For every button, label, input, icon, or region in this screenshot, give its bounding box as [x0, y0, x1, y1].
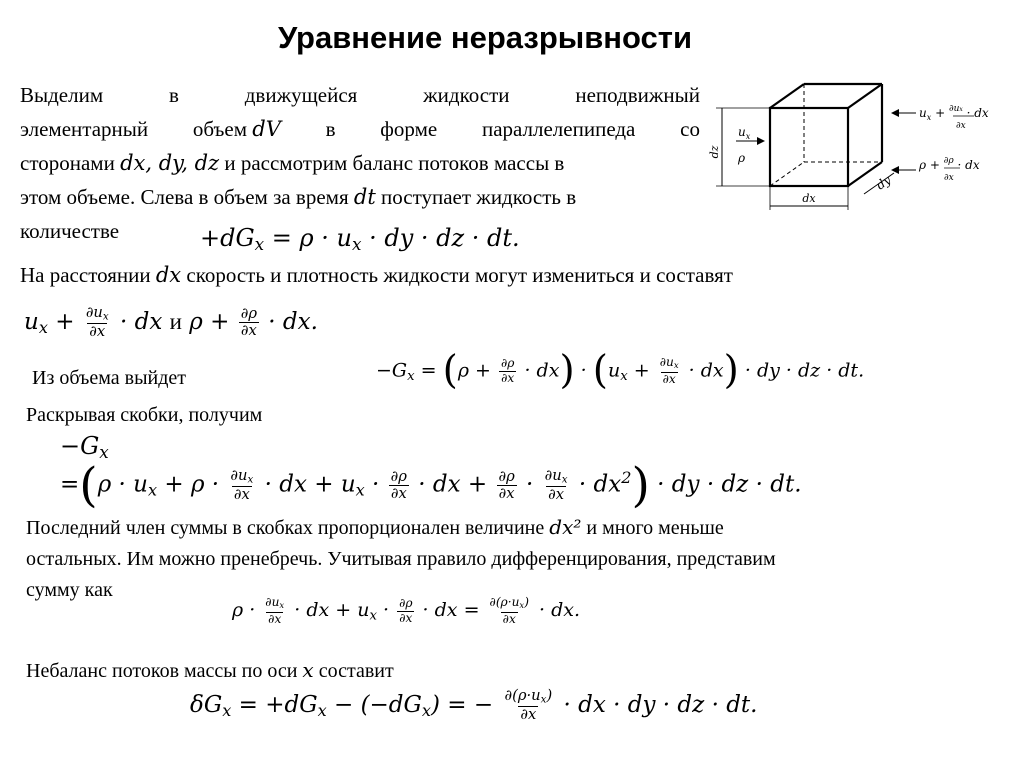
intro-word: со [680, 117, 700, 141]
intro-word: в [325, 117, 336, 141]
derivative-rule-equation: ρ · $\frac{\partial u_x}{\partial x}$ · dx + $u_x$ · $\frac{\partial\rho}{\partial x}$ · dx = $\frac{\partial(\rho\cdot u_x)}{\partial x}$ · dx. [232, 595, 580, 626]
intro-word: объем dV [192, 117, 281, 141]
intro-word: в [168, 83, 179, 107]
outflow-velocity-label: $u_x + ^{\partial u}x$ · dx [919, 104, 989, 122]
intro-line-2 [20, 112, 700, 146]
dz-label: dz [708, 145, 721, 159]
inflow-density-label: ρ [738, 151, 746, 165]
intro-word: жидкости [423, 83, 510, 107]
changed-values-equation: $u_x$ + $\frac{\partial u_x}{\partial x}$ · dx и ρ + $\frac{\partial\rho}{\partial x}$ · dx. [24, 304, 318, 341]
neglect-line-3: сумму как [26, 579, 113, 601]
expanded-lhs: $-G_x$ [60, 432, 109, 463]
neglect-paragraph [26, 512, 1016, 606]
imbalance-line: Небаланс потоков массы по оси x составит [26, 658, 394, 682]
distance-line: На расстоянии dx скорость и плотность жидкости могут измениться и составят [20, 263, 733, 287]
intro-word: элементарный [20, 117, 149, 141]
intro-word: движущейся [244, 83, 358, 107]
inflow-velocity-label: $u_x$ [738, 125, 751, 141]
outflow-density-label: ρ + $^{\partial\rho}$ · dx [919, 156, 980, 172]
intro-word: параллелепипеда [481, 117, 636, 141]
cube-front-face [770, 108, 848, 186]
intro-word: Выделим [20, 83, 104, 107]
dx-label: dx [802, 192, 816, 205]
page-title: Уравнение неразрывности [277, 20, 693, 55]
neglect-line-2: остальных. Им можно пренебречь. Учитывая правило дифференцирования, представим [26, 548, 776, 570]
intro-paragraph [20, 78, 700, 248]
expand-label: Раскрывая скобки, получим [26, 404, 263, 426]
intro-word: неподвижный [575, 83, 700, 107]
outflow-equation: $-G_x = (\rho$ + $\frac{\partial\rho}{\partial x}$ · $dx) \cdot (u_x$ + $\frac{\partial u_x}{\partial x}$ · dx) · dy · dz · dt. [376, 348, 865, 393]
cube-edge [848, 84, 882, 108]
inflow-equation: $+dG_x = \rho \cdot u_x$ · dy · dz · dt. [200, 224, 520, 255]
intro-line-5: количестве [20, 219, 120, 243]
intro-word: форме [380, 117, 438, 141]
intro-line-1 [20, 78, 700, 112]
intro-line-3: сторонами dx, dy, dz и рассмотрим баланс потоков массы в [20, 151, 565, 175]
expanded-equation: $=(\rho \cdot u_x + \rho$ · $\frac{\partial u_x}{\partial x}$ · dx + $u_x$ · $\frac{\partial\rho}{\partial x}$ · dx + $\frac{\partial\rho}{\partial x}$ · $\frac{\partial u_x}{\partial x}$ · $dx^2$) · dy · dz · dt. [60, 458, 802, 513]
outflow-velocity-fraction-den: ∂x [956, 121, 966, 131]
intro-line-4: этом объеме. Слева в объем за время dt поступает жидкость в [20, 185, 577, 209]
cube-hidden-edge [770, 162, 804, 186]
parallelepiped-diagram [704, 74, 1020, 234]
dy-label: dy [873, 172, 894, 193]
conjunction: и [169, 308, 182, 334]
imbalance-equation: $\delta G_x = +dG_x - (-dG_x)$ = − $\frac{\partial(\rho\cdot u_x)}{\partial x}$ · dx · dy · dz · dt. [190, 687, 758, 724]
exit-label: Из объема выйдет [32, 367, 187, 389]
outflow-density-fraction-den: ∂x [944, 173, 954, 183]
neglect-line-1: Последний член суммы в скобках пропорционален величине dx² и много меньше [26, 515, 724, 539]
cube-edge [770, 84, 804, 108]
